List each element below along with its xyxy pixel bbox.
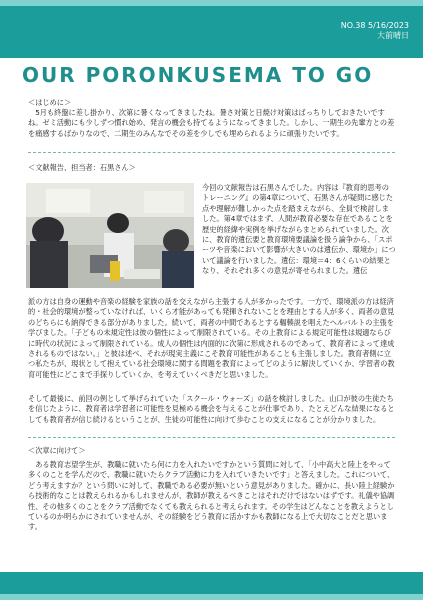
footer-stripe xyxy=(0,594,423,600)
author-name: 大前晴日 xyxy=(377,31,409,40)
issue-info xyxy=(341,21,409,41)
divider xyxy=(28,437,395,438)
report-heading: ＜文献報告、担当者：石黒さん＞ xyxy=(28,163,136,172)
next-body: ある教育志望学生が、教職に就いたら何に力を入れたいですかという質問に対して、「小中高大と陸上をやって多くのことを学んだので、教職に就いたらクラブ活動に力を入れていきたいです」と答えました。これについて、どう考えますか？という問いに対して、教職である必要が無いという意見がありました。確かに、長い陸上経験から技術的なことは教えられるかもしれませんが、教師が教えるべきことはそれだけではないはずです。礼儀や協調性、その他多くのことをクラブ活動でなくても教えられると考えられます。その学生はどんなことを教えようとしているのか明らかにされていませんが、その経験をどう教育に活かすかも教師になる上で大切なことだと思います。 xyxy=(28,460,395,532)
intro-heading: ＜はじめに＞ xyxy=(28,98,72,107)
seminar-photo xyxy=(26,183,194,288)
next-heading: ＜次章に向けて＞ xyxy=(28,446,86,455)
header-band xyxy=(0,0,423,58)
issue-number: NO.38 5/16/2023 xyxy=(340,21,409,30)
newsletter-title: OUR PORONKUSEMA TO GO xyxy=(22,63,374,87)
seminar-photo-icon xyxy=(26,183,194,288)
report-full-text: 派の方は自身の運動や音楽の経験を家族の話を交えながら主張する人が多かったです。一方で、環境派の方は経済的・社会的環境が整っていなければ、いくら才能があっても発揮されないことを理由とする人が多く、両者の意見のどちらにも納得できる部分がありました。続いて、両者の中間であるとする輻輳説を唱えたヘルバルトの主張を学びました。「子どもの未規定性は彼の個性によって制限されている。その上教育による規定可能性は規適ならびに時代の状況によって制限されている。成人の個性は内面的に次第に形成されるのであって、教育者によって達成されるものではない。」と彼は述べ、それが現実主義にこそ教育可能性があることも主張しました。教育者側に立つ私たちが、現状として抱えている社会環境に関する問題を教育によってどのように解決していくか、学習者の教育可能性にどこまで手探りしていくか、を考えていくべきだと思いました。 xyxy=(28,297,395,379)
report-side-text: 今回の文献報告は石黒さんでした。内容は『教育的思考のトレーニング』の第4章について、石黒さんが疑問に感じた点や理解が難しかった点を踏まえながら、全員で検討しました。第4章ではまず、人間が教育必要な存在であることを歴史的経緯や実例を挙げながらまとめられていました。次に、教育的遺伝要と教育環境要議論を扱う論争から、「スポーツや音楽において影響が大きいのは遺伝か、環境か」について議論を行いました。遺伝：環境＝4：6くらいの結果となり、それぞれ多くの意見が寄せられました。遺伝 xyxy=(202,183,396,276)
intro-body: 5月も終盤に差し掛かり、次第に暑くなってきましたね。暑さ対策と日焼け対策はばっちりしておきたいですね。ゼミ活動にも少しずつ慣れ始め、発言の機会も持てるようになってきました。しかし、一期生の先輩方との差を痛感するばかりなので、二期生のみんなでその差を少しでも埋められるように頑張りたいです。 xyxy=(28,108,395,138)
footer-band xyxy=(0,572,423,600)
divider xyxy=(28,152,395,153)
header-stripe xyxy=(0,0,423,6)
report-closing-text: そして最後に、前回の例として挙げられていた「スクール・ウォーズ」の話を検討しました。山口が彼の生徒たちを信じたように、教育者は学習者に可能性を見極める機会を与えることが仕事であり、たとえどんな結果になるとしても教育者が信じ続けるということが、生徒の可能性に向けて歩むことの支えになることが分かりました。 xyxy=(28,394,395,424)
